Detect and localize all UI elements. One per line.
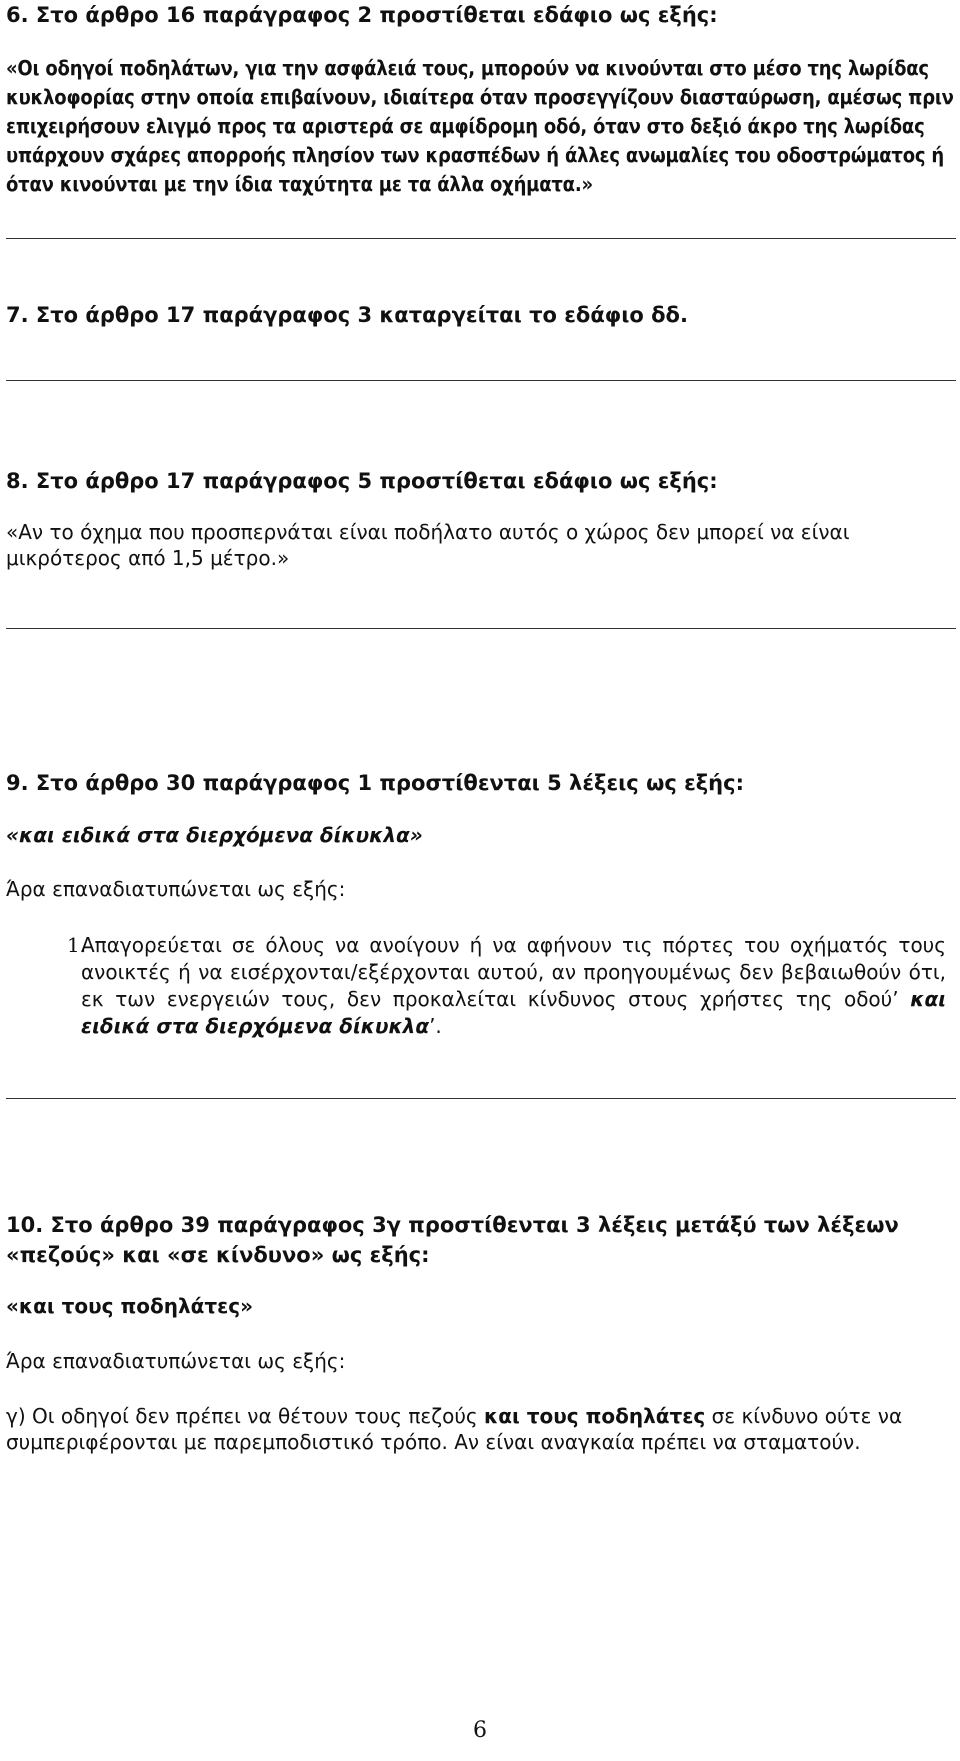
page-number: 6: [473, 1718, 487, 1743]
section-6-heading: 6. Στο άρθρο 16 παράγραφος 2 προστίθεται εδάφιο ως εξής:: [6, 3, 718, 27]
section-9-heading: 9. Στο άρθρο 30 παράγραφος 1 προστίθενται 5 λέξεις ως εξής:: [6, 771, 744, 795]
list-item-text: Απαγορεύεται σε όλους να ανοίγουν ή να αφήνουν τις πόρτες του οχήματός τους ανοικτές ή να εισέρχονται/εξέρχονται αυτού, αν προηγουμένως δεν βεβαιωθούν ότι, εκ των ενεργειών τους, δεν προκαλείται κίνδυνος στους χρήστες της οδού’: [81, 933, 946, 1011]
section-10-text-emphasis: και τους ποδηλάτες: [484, 1404, 706, 1428]
section-8-heading: 8. Στο άρθρο 17 παράγραφος 5 προστίθεται εδάφιο ως εξής:: [6, 469, 718, 493]
section-10-quote: «και τους ποδηλάτες»: [6, 1294, 254, 1318]
list-item-body: [81, 932, 946, 1040]
divider-6: [6, 238, 956, 239]
list-item-emphasis: και ειδικά στα διερχόμενα δίκυκλα: [81, 987, 947, 1038]
section-6-quote: «Οι οδηγοί ποδηλάτων, για την ασφάλειά τους, μπορούν να κινούνται στο μέσο της λωρίδας κυκλοφορίας στην οποία επιβαίνουν, ιδιαίτερα όταν προσεγγίζουν διασταύρωση, αμέσως πριν επιχειρήσουν ελιγμό προς τα αριστερά σε αμφίδρομη οδό, όταν στο δεξιό άκρο της λωρίδας υπάρχουν σχάρες απορροής πλησίον των κρασπέδων ή άλλες ανωμαλίες του οδοστρώματος ή όταν κινούνται με την ίδια ταχύτητα με τα άλλα οχήματα.»: [6, 56, 954, 196]
section-9-quote: «και ειδικά στα διερχόμενα δίκυκλα»: [6, 823, 423, 847]
section-10-restated-label: Άρα επαναδιατυπώνεται ως εξής:: [6, 1349, 346, 1373]
section-7-heading: 7. Στο άρθρο 17 παράγραφος 3 καταργείται το εδάφιο δδ.: [6, 303, 688, 327]
list-item-number: 1.: [67, 933, 87, 957]
section-10-text: [6, 1403, 956, 1455]
section-10-text-after: σε κίνδυνο ούτε να συμπεριφέρονται με παρεμποδιστικό τρόπο. Αν είναι αναγκαία πρέπει να σταματούν.: [6, 1404, 903, 1454]
section-9-list-item: [6, 932, 956, 1040]
section-9-restated-label: Άρα επαναδιατυπώνεται ως εξής:: [6, 877, 346, 901]
divider-9: [6, 1098, 956, 1099]
list-item-end: ’.: [429, 1014, 442, 1038]
divider-8: [6, 628, 956, 629]
section-8-quote: «Αν το όχημα που προσπερνάται είναι ποδήλατο αυτός ο χώρος δεν μπορεί να είναι μικρότερος από 1,5 μέτρο.»: [6, 520, 850, 570]
section-10-heading: 10. Στο άρθρο 39 παράγραφος 3γ προστίθενται 3 λέξεις μετάξύ των λέξεων «πεζούς» και «σε κίνδυνο» ως εξής:: [6, 1213, 899, 1267]
section-10-text-before: γ) Οι οδηγοί δεν πρέπει να θέτουν τους πεζούς: [6, 1404, 478, 1428]
divider-7: [6, 380, 956, 381]
